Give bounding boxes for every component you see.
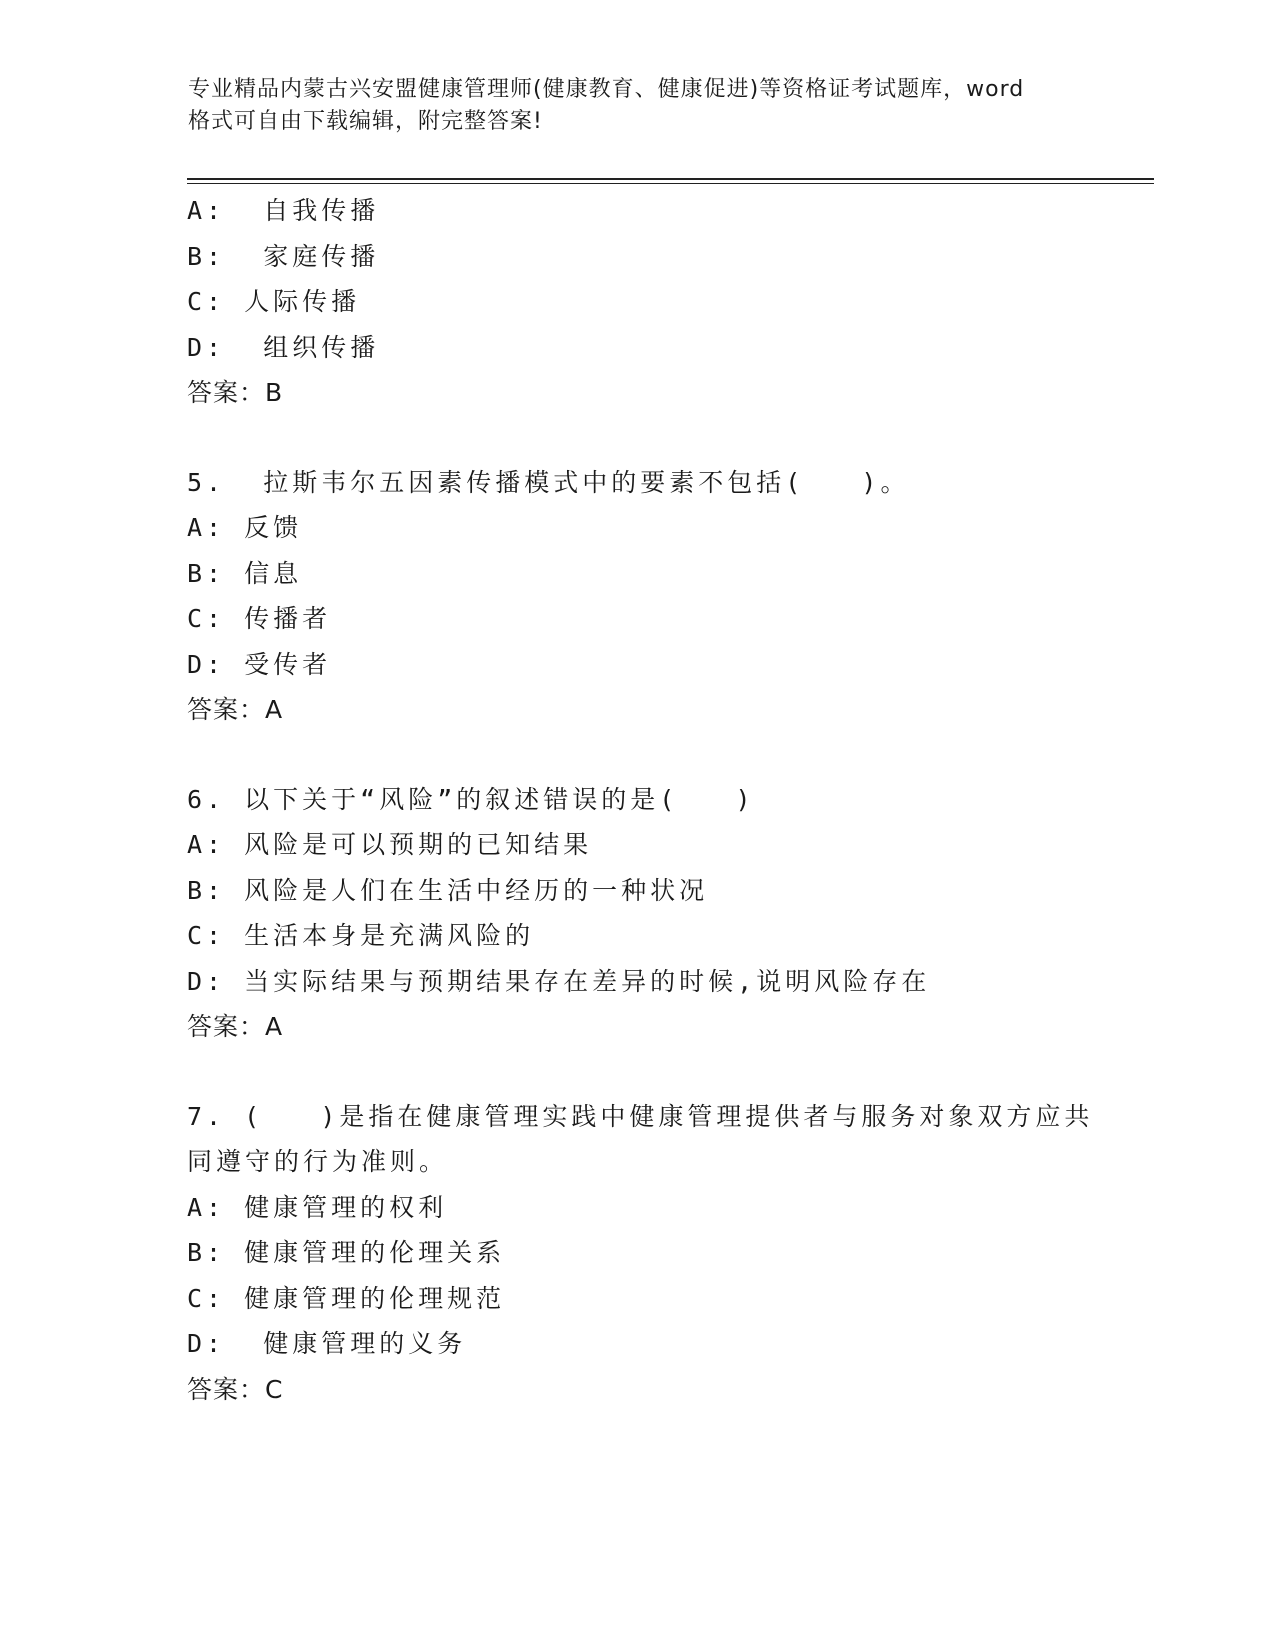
- question-spacer: [187, 1050, 1137, 1094]
- option-d: D: 当实际结果与预期结果存在差异的时候,说明风险存在: [187, 966, 931, 996]
- option-a: A: 反馈: [187, 513, 303, 542]
- option-a: A: 风险是可以预期的已知结果: [187, 830, 593, 859]
- option-c: C: 人际传播: [187, 287, 361, 316]
- question-7: [187, 1094, 1137, 1413]
- answer-line: 答案：A: [187, 1012, 284, 1041]
- option-c: C: 生活本身是充满风险的: [187, 921, 535, 950]
- header-divider: [187, 178, 1154, 184]
- page-header: [188, 74, 1088, 138]
- option-c: C: 健康管理的伦理规范: [187, 1283, 506, 1313]
- answer-line: 答案：B: [187, 378, 284, 407]
- option-d: D: 健康管理的义务: [187, 1329, 467, 1358]
- question-6: [187, 777, 1137, 1050]
- question-4: [187, 188, 1137, 416]
- option-c: C: 传播者: [187, 604, 332, 633]
- question-stem-line-1: 7. ( )是指在健康管理实践中健康管理提供者与服务对象双方应共: [187, 1101, 1094, 1131]
- question-stem: 5. 拉斯韦尔五因素传播模式中的要素不包括( )。: [187, 467, 910, 497]
- option-d: D: 组织传播: [187, 332, 380, 362]
- header-line-2: 格式可自由下载编辑，附完整答案!: [188, 109, 543, 134]
- option-a: A: 健康管理的权利: [187, 1192, 448, 1222]
- question-spacer: [187, 733, 1137, 777]
- question-stem: 6. 以下关于“风险”的叙述错误的是( ): [187, 784, 755, 814]
- header-line-1: 专业精品内蒙古兴安盟健康管理师(健康教育、健康促进)等资格证考试题库，word: [188, 77, 1025, 102]
- question-spacer: [187, 416, 1137, 460]
- question-5: [187, 460, 1137, 733]
- option-b: B: 健康管理的伦理关系: [187, 1238, 506, 1267]
- answer-line: 答案：A: [187, 695, 284, 724]
- option-d: D: 受传者: [187, 649, 332, 679]
- option-b: B: 家庭传播: [187, 241, 380, 271]
- option-b: B: 风险是人们在生活中经历的一种状况: [187, 875, 709, 905]
- question-stem-line-2: 同遵守的行为准则。: [187, 1147, 449, 1176]
- option-b: B: 信息: [187, 558, 303, 588]
- question-list: [187, 188, 1137, 1412]
- option-a: A: 自我传播: [187, 196, 380, 225]
- answer-line: 答案：C: [187, 1374, 284, 1404]
